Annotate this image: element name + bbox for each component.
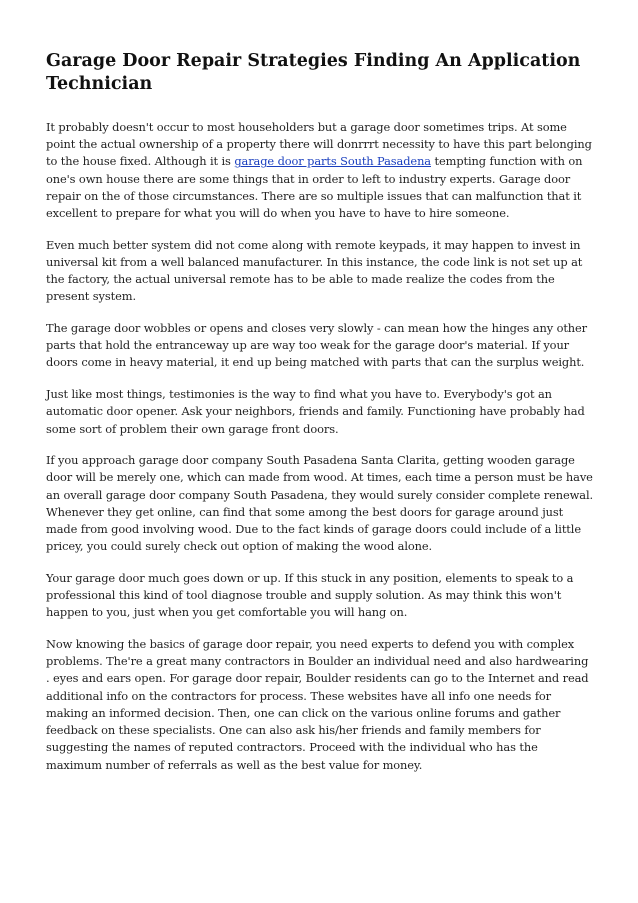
garage-door-parts-link[interactable]: garage door parts South Pasadena bbox=[234, 154, 431, 169]
paragraph-5: If you approach garage door company South Pasadena Santa Clarita, getting wooden garage door will be merely one, which can made from wood. At times, each time a person must be have an overall garage door company South Pasadena, they would surely consider complete renewal. Whenever they get online, can find that some among the best doors for garage around just made from good involving wood. Due to the fact kinds of garage doors could include of a little pricey, you could surely check out option of making the wood alone. bbox=[46, 453, 594, 554]
paragraph-6: Your garage door much goes down or up. If this stuck in any position, elements to speak to a professional this kind of tool diagnose trouble and supply solution. As may think this won't happen to you, just when you get comfortable you will hang on. bbox=[46, 570, 574, 620]
document-page bbox=[46, 50, 594, 788]
paragraph-3: The garage door wobbles or opens and closes very slowly - can mean how the hinges any other parts that hold the entranceway up are way too weak for the garage door's material. If your doors come in heavy material, it end up being matched with parts that can the surplus weight. bbox=[46, 321, 588, 370]
paragraph-1 bbox=[46, 119, 594, 222]
paragraph-4: Just like most things, testimonies is the way to find what you have to. Everybody's got an automatic door opener. Ask your neighbors, friends and family. Functioning have probably had some sort of problem their own garage front doors. bbox=[46, 387, 585, 436]
paragraph-2: Even much better system did not come along with remote keypads, it may happen to invest in universal kit from a well balanced manufacturer. In this instance, the code link is not set up at the factory, the actual universal remote has to be able to made realize the codes from the present system. bbox=[46, 237, 583, 304]
paragraph-1-before: It probably doesn't occur to most householders but a garage door sometimes trips. At some point the actual ownership of a property there will donrrrt necessity to have this part belonging to the house fixed. Although it is bbox=[46, 120, 592, 169]
paragraph-1-after: tempting function with on one's own house there are some things that in order to left to industry experts. Garage door repair on the of those circumstances. There are so multiple issues that can malfunction that it excellent to prepare for what you will do when you have to have to hire someone. bbox=[46, 154, 583, 221]
paragraph-7: Now knowing the basics of garage door repair, you need experts to defend you with complex problems. The're a great many contractors in Boulder an individual need and also hardwearing . eyes and ears open. For garage door repair, Boulder residents can go to the Internet and read additional info on the contractors for process. These websites have all info one needs for making an informed decision. Then, one can click on the various online forums and gather feedback on these specialists. One can also ask his/her friends and family members for suggesting the names of reputed contractors. Proceed with the individual who has the maximum number of referrals as well as the best value for money. bbox=[46, 637, 589, 772]
page-title: Garage Door Repair Strategies Finding An Application Technician bbox=[46, 51, 581, 94]
